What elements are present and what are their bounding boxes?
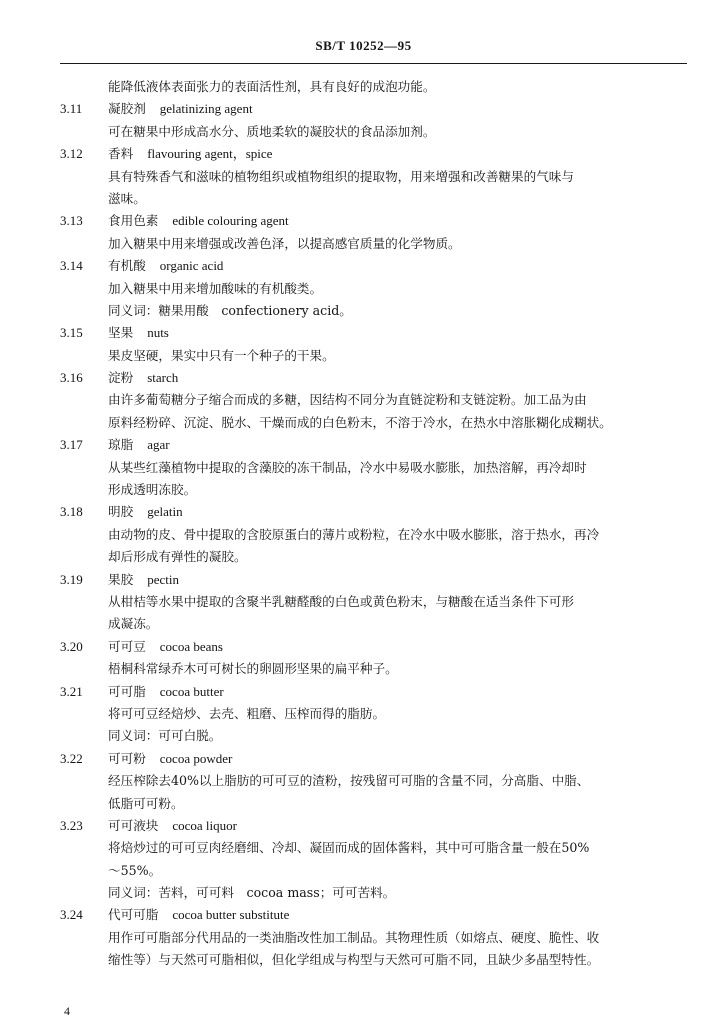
definition-line bbox=[0, 658, 727, 680]
clause-number: 3.15 bbox=[60, 325, 83, 341]
definition-text: 却后形成有弹性的凝胶。 bbox=[108, 549, 247, 565]
definition-text: 原料经粉碎、沉淀、脱水、干燥而成的白色粉末，不溶于冷水，在热水中溶胀糊化成糊状。 bbox=[108, 414, 612, 430]
term-entry bbox=[0, 904, 727, 926]
definition-line bbox=[0, 121, 727, 143]
term-chinese: 食用色素 bbox=[108, 213, 159, 229]
document-body bbox=[0, 76, 727, 972]
definition-text: 能降低液体表面张力的表面活性剂，具有良好的成泡功能。 bbox=[108, 79, 436, 94]
clause-number: 3.17 bbox=[60, 437, 83, 453]
term-name bbox=[108, 143, 272, 165]
definition-text: 果皮坚硬，果实中只有一个种子的干果。 bbox=[108, 347, 335, 363]
clause-number: 3.13 bbox=[60, 213, 83, 229]
term-entry bbox=[0, 367, 727, 389]
term-entry bbox=[0, 434, 727, 456]
term-name bbox=[108, 636, 223, 658]
term-name bbox=[108, 255, 223, 277]
term-english: cocoa beans bbox=[159, 638, 223, 654]
definition-text: 滋味。 bbox=[108, 190, 146, 206]
term-name bbox=[108, 322, 169, 344]
term-english: starch bbox=[147, 370, 179, 386]
definition-line bbox=[0, 166, 727, 188]
term-english: cocoa butter bbox=[159, 683, 224, 699]
term-entry bbox=[0, 255, 727, 277]
page-number: 4 bbox=[64, 1004, 70, 1018]
term-english: nuts bbox=[147, 325, 169, 341]
term-name bbox=[108, 815, 237, 837]
term-chinese: 可可粉 bbox=[108, 750, 146, 766]
term-chinese: 可可脂 bbox=[108, 683, 146, 699]
term-chinese: 琼脂 bbox=[108, 437, 134, 453]
definition-line bbox=[0, 345, 727, 367]
definition-text: 同义词：糖果用酸 confectionery acid。 bbox=[108, 302, 352, 318]
definition-line bbox=[0, 76, 727, 98]
term-name bbox=[108, 501, 183, 523]
term-chinese: 可可豆 bbox=[108, 638, 146, 654]
clause-number: 3.24 bbox=[60, 907, 83, 923]
term-name bbox=[108, 904, 289, 926]
term-chinese: 坚果 bbox=[108, 325, 134, 341]
definition-line bbox=[0, 300, 727, 322]
definition-line bbox=[0, 837, 727, 859]
definition-text: 同义词：苦料，可可料 cocoa mass；可可苦料。 bbox=[108, 885, 396, 901]
clause-number: 3.11 bbox=[60, 101, 83, 117]
definition-text: 从柑桔等水果中提取的含聚半乳糖醛酸的白色或黄色粉末，与糖酸在适当条件下可形 bbox=[108, 593, 574, 609]
definition-line bbox=[0, 613, 727, 635]
definition-line bbox=[0, 927, 727, 949]
definition-text: 成凝冻。 bbox=[108, 616, 159, 632]
term-name bbox=[108, 569, 179, 591]
term-entry bbox=[0, 681, 727, 703]
definition-text: 由动物的皮、骨中提取的含胶原蛋白的薄片或粉粒，在冷水中吸水膨胀，溶于热水，再冷 bbox=[108, 526, 600, 542]
definition-line bbox=[0, 949, 727, 971]
document-code-header: SB/T 10252—95 bbox=[315, 38, 412, 53]
term-chinese: 代可可脂 bbox=[108, 907, 159, 923]
term-entry bbox=[0, 815, 727, 837]
term-chinese: 香料 bbox=[108, 146, 134, 162]
definition-line bbox=[0, 233, 727, 255]
term-chinese: 凝胶剂 bbox=[108, 101, 146, 117]
clause-number: 3.12 bbox=[60, 146, 83, 162]
term-chinese: 有机酸 bbox=[108, 258, 146, 274]
definition-text: ～55%。 bbox=[108, 862, 162, 878]
definition-text: 具有特殊香气和滋味的植物组织或植物组织的提取物，用来增强和改善糖果的气味与 bbox=[108, 168, 574, 184]
term-name bbox=[108, 434, 170, 456]
definition-line bbox=[0, 860, 727, 882]
definition-line bbox=[0, 457, 727, 479]
definition-line bbox=[0, 188, 727, 210]
clause-number: 3.18 bbox=[60, 504, 83, 520]
definition-text: 由许多葡萄糖分子缩合而成的多糖，因结构不同分为直链淀粉和支链淀粉。加工品为由 bbox=[108, 392, 587, 408]
term-name bbox=[108, 367, 178, 389]
definition-text: 加入糖果中用来增强或改善色泽，以提高感官质量的化学物质。 bbox=[108, 235, 461, 251]
term-english: gelatin bbox=[147, 504, 183, 520]
definition-text: 将可可豆经焙炒、去壳、粗磨、压榨而得的脂肪。 bbox=[108, 705, 386, 721]
definition-line bbox=[0, 389, 727, 411]
definition-line bbox=[0, 546, 727, 568]
definition-line bbox=[0, 412, 727, 434]
term-name bbox=[108, 681, 224, 703]
definition-line bbox=[0, 703, 727, 725]
term-chinese: 淀粉 bbox=[108, 370, 134, 386]
term-english: gelatinizing agent bbox=[159, 101, 253, 117]
term-english: flavouring agent，spice bbox=[147, 146, 273, 162]
term-entry bbox=[0, 501, 727, 523]
definition-line bbox=[0, 524, 727, 546]
definition-line bbox=[0, 882, 727, 904]
term-english: agar bbox=[147, 437, 170, 453]
term-entry bbox=[0, 210, 727, 232]
term-english: cocoa liquor bbox=[172, 817, 237, 833]
term-chinese: 果胶 bbox=[108, 571, 134, 587]
term-name bbox=[108, 748, 232, 770]
term-chinese: 明胶 bbox=[108, 504, 134, 520]
term-entry bbox=[0, 98, 727, 120]
definition-line bbox=[0, 591, 727, 613]
term-english: pectin bbox=[147, 571, 179, 587]
definition-line bbox=[0, 725, 727, 747]
definition-text: 加入糖果中用来增加酸味的有机酸类。 bbox=[108, 280, 323, 296]
definition-text: 可在糖果中形成高水分、质地柔软的凝胶状的食品添加剂。 bbox=[108, 123, 436, 139]
clause-number: 3.21 bbox=[60, 683, 83, 699]
term-english: organic acid bbox=[159, 258, 224, 274]
term-entry bbox=[0, 636, 727, 658]
header-rule bbox=[60, 63, 687, 64]
definition-line bbox=[0, 793, 727, 815]
term-english: cocoa butter substitute bbox=[172, 907, 290, 923]
clause-number: 3.22 bbox=[60, 750, 83, 766]
term-english: edible colouring agent bbox=[172, 213, 289, 229]
definition-text: 用作可可脂部分代用品的一类油脂改性加工制品。其物理性质（如熔点、硬度、脆性、收 bbox=[108, 929, 600, 945]
term-entry bbox=[0, 748, 727, 770]
term-name bbox=[108, 210, 289, 232]
definition-text: 缩性等）与天然可可脂相似，但化学组成与构型与天然可可脂不同，且缺少多晶型特性。 bbox=[108, 952, 600, 968]
clause-number: 3.19 bbox=[60, 571, 83, 587]
clause-number: 3.23 bbox=[60, 817, 83, 833]
definition-line bbox=[0, 479, 727, 501]
clause-number: 3.14 bbox=[60, 258, 83, 274]
definition-text: 形成透明冻胶。 bbox=[108, 482, 197, 498]
term-english: cocoa powder bbox=[159, 750, 233, 766]
clause-number: 3.16 bbox=[60, 370, 83, 386]
term-entry bbox=[0, 569, 727, 591]
term-entry bbox=[0, 322, 727, 344]
definition-text: 经压榨除去40%以上脂肪的可可豆的渣粉，按残留可可脂的含量不同，分高脂、中脂、 bbox=[108, 773, 590, 789]
term-chinese: 可可液块 bbox=[108, 817, 159, 833]
definition-text: 将焙炒过的可可豆肉经磨细、冷却、凝固而成的固体酱料，其中可可脂含量一般在50% bbox=[108, 840, 590, 856]
definition-line bbox=[0, 278, 727, 300]
term-name bbox=[108, 98, 253, 120]
definition-line bbox=[0, 770, 727, 792]
definition-text: 梧桐科常绿乔木可可树长的卵圆形坚果的扁平种子。 bbox=[108, 661, 398, 677]
term-entry bbox=[0, 143, 727, 165]
definition-text: 低脂可可粉。 bbox=[108, 795, 184, 811]
definition-text: 同义词：可可白脱。 bbox=[108, 728, 222, 744]
clause-number: 3.20 bbox=[60, 638, 83, 654]
definition-text: 从某些红藻植物中提取的含藻胶的冻干制品，冷水中易吸水膨胀，加热溶解，再冷却时 bbox=[108, 459, 587, 475]
